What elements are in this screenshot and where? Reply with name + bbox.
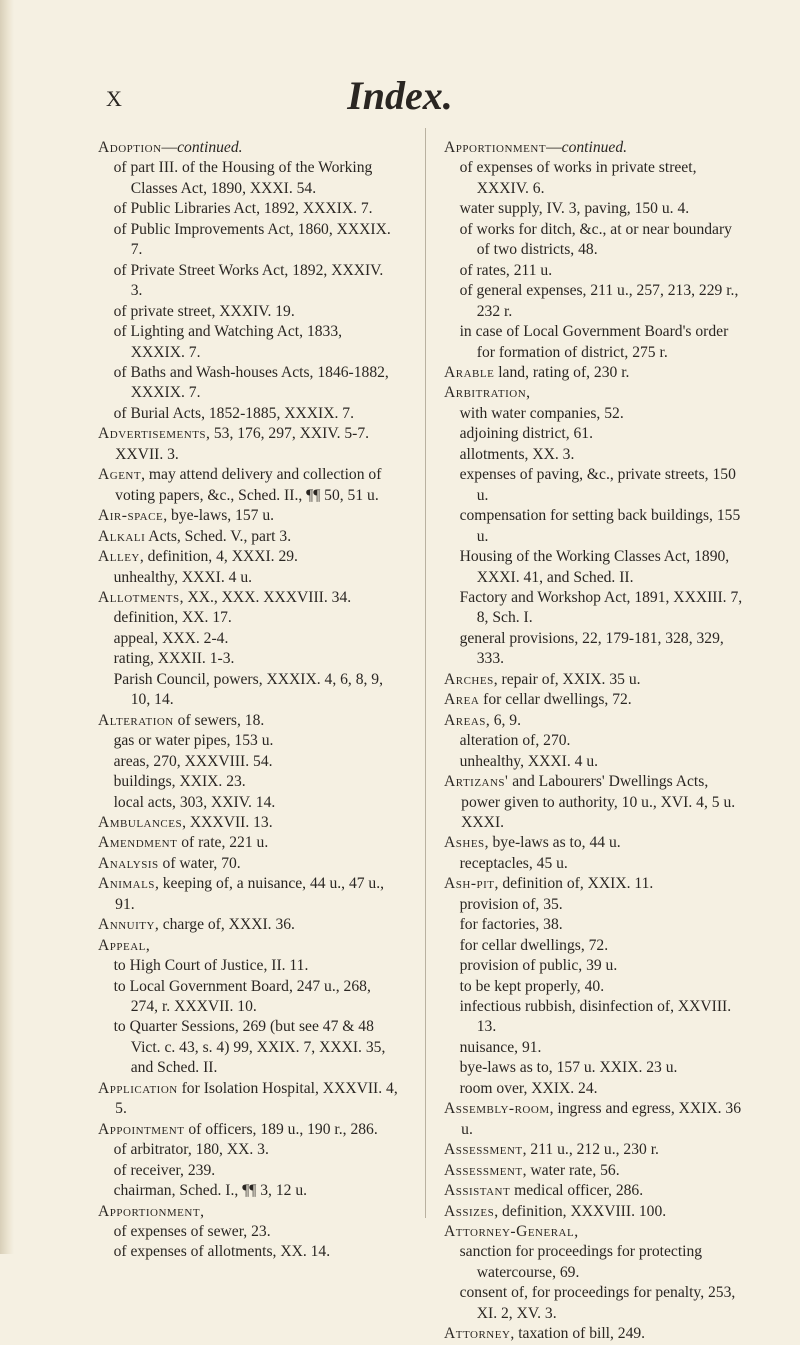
- index-subentry: to Local Government Board, 247 u., 268, 274, r. XXXVII. 10.: [113, 977, 371, 1016]
- index-heading-term: Agent: [98, 466, 142, 484]
- index-heading-refs: ,: [200, 1202, 204, 1220]
- index-heading-refs: , water rate, 56.: [522, 1161, 620, 1179]
- index-heading-term: Arches: [444, 670, 494, 688]
- index-heading-refs: , XXXVII. 13.: [182, 813, 273, 831]
- index-subentry: allotments, XX. 3.: [459, 445, 575, 463]
- index-heading-entry: [444, 1140, 744, 1160]
- index-heading-refs: , bye-laws as to, 44 u.: [484, 834, 621, 852]
- index-subentry: water supply, IV. 3, paving, 150 u. 4.: [459, 200, 690, 218]
- index-heading-entry: [444, 1222, 744, 1242]
- index-subentry: to Quarter Sessions, 269 (but see 47 & 48 Vict. c. 43, s. 4) 99, XXIX. 7, XXXI. 35, and Sched. II.: [113, 1018, 386, 1077]
- index-subentry: of receiver, 239.: [113, 1161, 216, 1179]
- index-heading-refs: of water, 70.: [158, 854, 241, 872]
- index-heading-refs: , definition, XXXVIII. 100.: [494, 1202, 667, 1220]
- index-heading-refs: of officers, 189 u., 190 r., 286.: [184, 1120, 378, 1138]
- index-heading-entry: [444, 138, 744, 158]
- index-heading-entry: [444, 1324, 744, 1344]
- index-subentry: alteration of, 270.: [459, 732, 571, 750]
- index-heading-term: Appointment: [98, 1120, 185, 1138]
- index-subentry: Housing of the Working Classes Act, 1890, XXXI. 41, and Sched. II.: [459, 548, 730, 586]
- index-heading-term: Assembly-room: [444, 1100, 550, 1118]
- index-heading-term: Arbitration: [444, 384, 527, 402]
- index-subentry: for cellar dwellings, 72.: [459, 936, 609, 954]
- index-heading-term: Assizes: [444, 1202, 495, 1220]
- index-heading-refs: , bye-laws, 157 u.: [163, 507, 275, 525]
- index-heading-entry: [98, 936, 398, 956]
- index-heading-term: Assistant: [444, 1182, 511, 1200]
- index-subentry: rating, XXXII. 1-3.: [113, 650, 235, 668]
- index-subentry: appeal, XXX. 2-4.: [113, 629, 229, 647]
- index-subentry: of arbitrator, 180, XX. 3.: [113, 1141, 269, 1159]
- index-heading-term: Annuity: [98, 916, 155, 934]
- index-subentry: of Baths and Wash-houses Acts, 1846-1882, XXXIX. 7.: [113, 363, 389, 402]
- index-subentry: of Public Libraries Act, 1892, XXXIX. 7.: [113, 200, 373, 218]
- index-heading-term: Apportionment: [444, 139, 547, 156]
- index-subentry: with water companies, 52.: [459, 404, 624, 422]
- index-subentry: areas, 270, XXXVIII. 54.: [113, 752, 273, 770]
- index-heading-entry: [98, 1202, 398, 1222]
- index-heading-entry: [444, 363, 744, 383]
- index-heading-entry: [444, 1099, 744, 1140]
- index-heading-entry: [98, 1120, 398, 1140]
- index-heading-entry: [98, 506, 398, 526]
- index-heading-term: Artizans': [444, 773, 509, 791]
- index-subentry: of Lighting and Watching Act, 1833, XXXIX. 7.: [113, 323, 343, 361]
- index-heading-entry: [444, 1181, 744, 1201]
- index-subentry: in case of Local Government Board's order for formation of district, 275 r.: [459, 323, 729, 361]
- index-heading-refs: for cellar dwellings, 72.: [479, 691, 632, 709]
- index-subentry: general provisions, 22, 179-181, 328, 329, 333.: [459, 629, 724, 668]
- index-heading-entry: [98, 527, 398, 547]
- index-subentry: expenses of paving, &c., private streets, 150 u.: [459, 466, 736, 504]
- index-heading-refs: , keeping of, a nuisance, 44 u., 47 u., 91.: [115, 875, 385, 913]
- page-edge-shadow: [0, 0, 14, 1254]
- index-heading-entry: [444, 833, 744, 853]
- index-heading-term: Alkali: [98, 527, 146, 545]
- index-heading-entry: [98, 813, 398, 833]
- index-heading-refs: , definition of, XXIX. 11.: [494, 875, 654, 893]
- index-heading-entry: [98, 1079, 398, 1120]
- index-heading-entry: [98, 874, 398, 915]
- index-subentry: of part III. of the Housing of the Working Classes Act, 1890, XXXI. 54.: [113, 159, 373, 197]
- index-heading-entry: [98, 711, 398, 731]
- index-heading-entry: [98, 833, 398, 853]
- index-subentry: infectious rubbish, disinfection of, XXVIII. 13.: [459, 998, 732, 1036]
- index-heading-entry: [444, 874, 744, 894]
- index-heading-refs: of sewers, 18.: [173, 711, 265, 729]
- index-subentry: of works for ditch, &c., at or near boundary of two districts, 48.: [459, 220, 732, 259]
- index-heading-refs: , definition, 4, XXXI. 29.: [139, 548, 298, 566]
- index-subentry: of expenses of sewer, 23.: [113, 1223, 271, 1241]
- index-subentry: to be kept properly, 40.: [459, 977, 605, 995]
- index-heading-term: Allotments: [98, 588, 180, 606]
- index-subentry: bye-laws as to, 157 u. XXIX. 23 u.: [459, 1059, 678, 1077]
- index-heading-refs: medical officer, 286.: [510, 1182, 644, 1200]
- index-heading-refs: —: [161, 139, 178, 156]
- index-heading-term: Advertisements: [98, 425, 207, 443]
- index-subentry: sanction for proceedings for protecting watercourse, 69.: [459, 1243, 703, 1281]
- index-heading-term: Animals: [98, 875, 155, 893]
- index-heading-term: Assessment: [444, 1141, 523, 1159]
- index-heading-term: Application: [98, 1079, 178, 1097]
- index-subentry: buildings, XXIX. 23.: [113, 773, 246, 791]
- index-heading-term: Air-space: [98, 507, 164, 525]
- index-heading-refs: land, rating of, 230 r.: [494, 363, 630, 381]
- index-subentry: for factories, 38.: [459, 916, 563, 934]
- index-heading-entry: [444, 1161, 744, 1181]
- index-heading-term: Ambulances: [98, 813, 183, 831]
- index-subentry: chairman, Sched. I., ¶¶ 3, 12 u.: [113, 1182, 308, 1200]
- index-heading-refs: of rate, 221 u.: [177, 834, 269, 852]
- index-heading-term: Attorney-General: [444, 1223, 575, 1241]
- index-heading-term: Adoption: [98, 139, 162, 156]
- index-heading-term: Assessment: [444, 1161, 523, 1179]
- index-heading-term: Area: [444, 691, 480, 709]
- index-heading-term: Alteration: [98, 711, 174, 729]
- index-heading-entry: [444, 711, 744, 731]
- index-column-left: [98, 138, 398, 1263]
- index-heading-term: Ash-pit: [444, 875, 495, 893]
- index-heading-term: Attorney: [444, 1325, 511, 1343]
- index-heading-refs: for Isolation Hospital, XXXVII. 4, 5.: [115, 1079, 398, 1118]
- index-heading-refs: , 211 u., 212 u., 230 r.: [522, 1141, 659, 1159]
- index-heading-entry: [444, 772, 744, 833]
- index-heading-refs: Acts, Sched. V., part 3.: [145, 527, 292, 545]
- index-subentry: room over, XXIX. 24.: [459, 1079, 598, 1097]
- index-subentry: of Burial Acts, 1852-1885, XXXIX. 7.: [113, 404, 354, 422]
- index-subentry: of private street, XXXIV. 19.: [113, 302, 295, 320]
- index-column-right: [444, 138, 744, 1345]
- index-heading-entry: [98, 465, 398, 506]
- index-subentry: of expenses of works in private street, XXXIV. 6.: [459, 159, 697, 197]
- index-heading-refs: , charge of, XXXI. 36.: [154, 916, 295, 934]
- index-heading-term: Appeal: [98, 936, 146, 954]
- index-heading-term: Apportionment: [98, 1202, 201, 1220]
- index-heading-term: Arable: [444, 363, 495, 381]
- index-heading-refs: , XX., XXX. XXXVIII. 34.: [179, 588, 352, 606]
- index-subentry: provision of, 35.: [459, 895, 563, 913]
- index-heading-entry: [444, 690, 744, 710]
- index-subentry: Factory and Workshop Act, 1891, XXXIII. 7, 8, Sch. I.: [459, 588, 743, 627]
- index-heading-term: Analysis: [98, 854, 159, 872]
- index-heading-entry: [444, 383, 744, 403]
- index-heading-refs: , ingress and egress, XXIX. 36 u.: [461, 1100, 742, 1138]
- index-heading-term: Alley: [98, 548, 140, 566]
- index-subentry: of expenses of allotments, XX. 14.: [113, 1243, 331, 1261]
- index-subentry: unhealthy, XXXI. 4 u.: [459, 752, 599, 770]
- index-subentry: of Public Improvements Act, 1860, XXXIX. 7.: [113, 220, 391, 259]
- index-subentry: adjoining district, 61.: [459, 425, 593, 443]
- index-subentry: to High Court of Justice, II. 11.: [113, 957, 309, 975]
- index-heading-refs: and Labourers' Dwellings Acts, power given to authority, 10 u., XVI. 4, 5 u. XXXI.: [461, 773, 736, 831]
- index-subentry: definition, XX. 17.: [113, 609, 232, 627]
- index-subentry: of Private Street Works Act, 1892, XXXIV. 3.: [113, 261, 384, 300]
- index-heading-entry: [98, 588, 398, 608]
- index-subentry: compensation for setting back buildings, 155 u.: [459, 507, 741, 545]
- index-heading-refs: —: [546, 139, 562, 156]
- index-heading-refs: ,: [145, 936, 150, 954]
- index-subentry: receptacles, 45 u.: [459, 854, 568, 872]
- continued-note: continued.: [177, 139, 243, 156]
- index-heading-term: Ashes: [444, 834, 485, 852]
- continued-note: continued.: [561, 139, 628, 156]
- index-subentry: provision of public, 39 u.: [459, 957, 618, 975]
- index-heading-refs: , may attend delivery and collection of voting papers, &c., Sched. II., ¶¶ 50, 51 u.: [115, 466, 382, 504]
- index-subentry: Parish Council, powers, XXXIX. 4, 6, 8, 9, 10, 14.: [113, 670, 383, 709]
- index-heading-entry: [444, 670, 744, 690]
- index-heading-term: Areas: [444, 711, 486, 729]
- index-heading-entry: [98, 424, 398, 465]
- index-heading-entry: [98, 547, 398, 567]
- index-subentry: gas or water pipes, 153 u.: [113, 732, 274, 750]
- index-heading-refs: , 6, 9.: [485, 711, 521, 729]
- index-heading-entry: [444, 1202, 744, 1222]
- running-title: Index.: [347, 73, 453, 118]
- index-heading-refs: ,: [526, 384, 531, 402]
- index-heading-term: Amendment: [98, 834, 178, 852]
- page-header: [0, 72, 800, 122]
- index-heading-entry: [98, 138, 398, 158]
- index-heading-refs: , 53, 176, 297, XXIV. 5-7. XXVII. 3.: [115, 425, 370, 463]
- page-number: X: [106, 86, 123, 111]
- index-subentry: local acts, 303, XXIV. 14.: [113, 793, 276, 811]
- index-subentry: of general expenses, 211 u., 257, 213, 229 r., 232 r.: [459, 282, 739, 320]
- column-divider: [425, 128, 426, 1218]
- index-subentry: nuisance, 91.: [459, 1038, 542, 1056]
- index-heading-refs: ,: [574, 1223, 579, 1241]
- index-heading-refs: , repair of, XXIX. 35 u.: [493, 670, 641, 688]
- index-heading-entry: [98, 854, 398, 874]
- index-subentry: unhealthy, XXXI. 4 u.: [113, 568, 253, 586]
- index-subentry: consent of, for proceedings for penalty, 253, XI. 2, XV. 3.: [459, 1284, 736, 1322]
- index-heading-refs: , taxation of bill, 249.: [510, 1325, 646, 1343]
- index-heading-entry: [98, 915, 398, 935]
- index-subentry: of rates, 211 u.: [459, 261, 553, 279]
